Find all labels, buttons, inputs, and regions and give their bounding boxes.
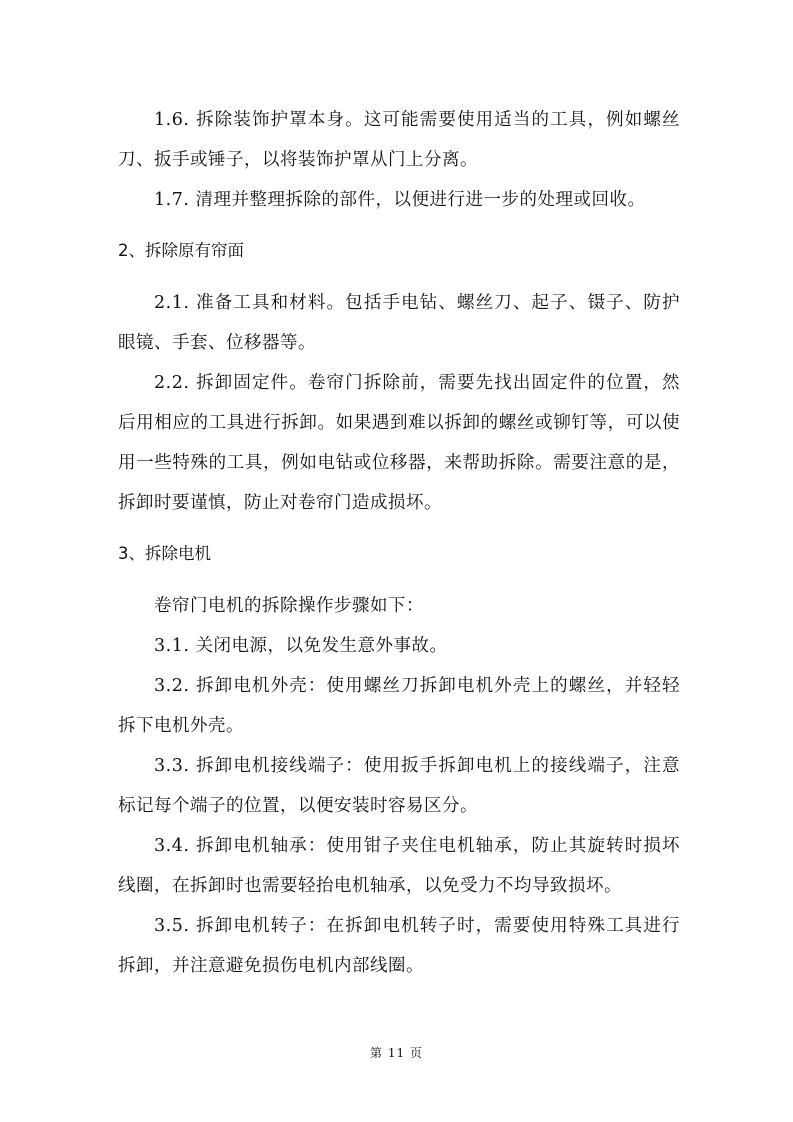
- page-content: [118, 100, 680, 986]
- paragraph-1-6: 1.6. 拆除装饰护罩本身。这可能需要使用适当的工具，例如螺丝刀、扳手或锤子，以将装饰护罩从门上分离。: [118, 110, 680, 170]
- paragraph-3-4: 3.4. 拆卸电机轴承：使用钳子夹住电机轴承，防止其旋转时损坏线圈，在拆卸时也需要轻抬电机轴承，以免受力不均导致损坏。: [118, 836, 680, 896]
- page-number: 第 11 页: [370, 1046, 423, 1060]
- paragraph-3-5: 3.5. 拆卸电机转子：在拆卸电机转子时，需要使用特殊工具进行拆卸，并注意避免损伤电机内部线圈。: [118, 916, 680, 976]
- section-heading-2: 2、拆除原有帘面: [118, 241, 244, 260]
- paragraph-1-7: 1.7. 清理并整理拆除的部件，以便进行进一步的处理或回收。: [154, 190, 646, 210]
- paragraph-2-2: 2.2. 拆卸固定件。卷帘门拆除前，需要先找出固定件的位置，然后用相应的工具进行拆卸。如果遇到难以拆卸的螺丝或铆钉等，可以使用一些特殊的工具，例如电钻或位移器，来帮助拆除。需要注意的是，拆卸时要谨慎，防止对卷帘门造成损坏。: [118, 373, 680, 513]
- paragraph-3-intro: 卷帘门电机的拆除操作步骤如下：: [154, 596, 424, 616]
- section-heading-3: 3、拆除电机: [118, 544, 211, 563]
- paragraph-3-3: 3.3. 拆卸电机接线端子：使用扳手拆卸电机上的接线端子，注意标记每个端子的位置，以便安装时容易区分。: [118, 756, 680, 816]
- paragraph-2-1: 2.1. 准备工具和材料。包括手电钻、螺丝刀、起子、镊子、防护眼镜、手套、位移器等。: [118, 293, 680, 353]
- paragraph-3-1: 3.1. 关闭电源，以免发生意外事故。: [154, 636, 448, 656]
- paragraph-3-2: 3.2. 拆卸电机外壳：使用螺丝刀拆卸电机外壳上的螺丝，并轻轻拆下电机外壳。: [118, 676, 680, 736]
